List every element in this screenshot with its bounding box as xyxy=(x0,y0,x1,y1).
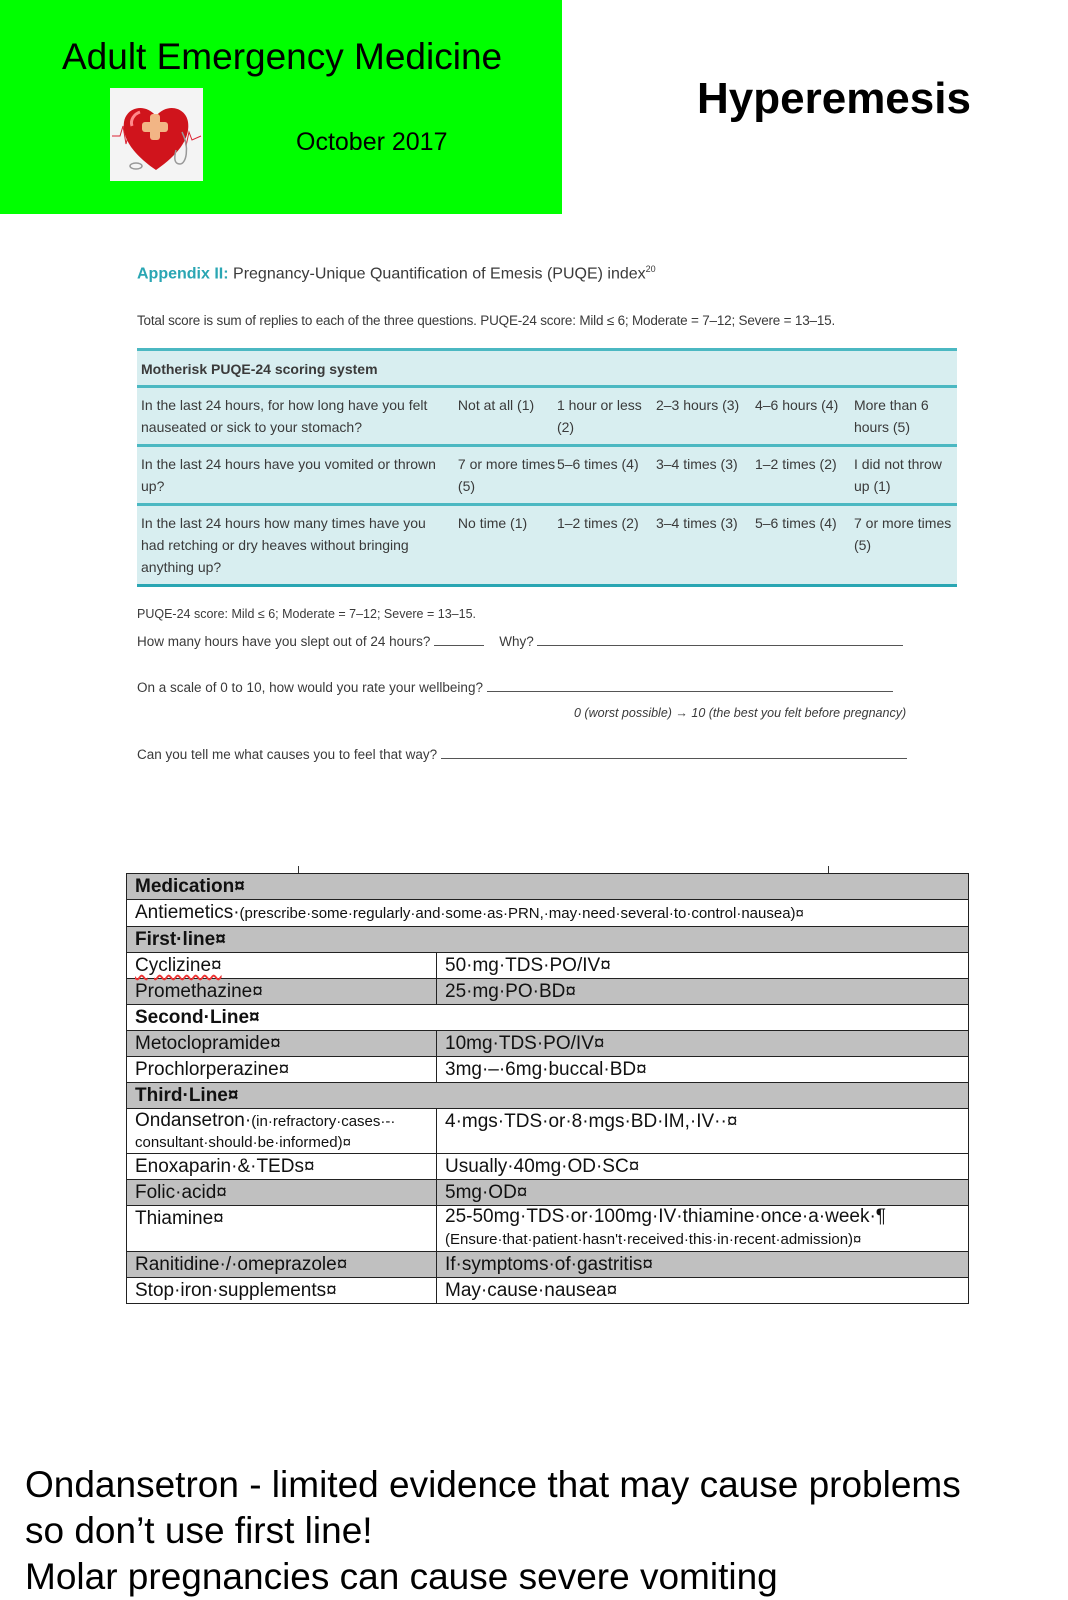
page-title: Hyperemesis xyxy=(697,74,971,123)
table-row: Cyclizine¤ 50·mg·TDS·PO/IV¤ xyxy=(127,953,969,979)
puqe-row-nausea: In the last 24 hours, for how long have you felt nauseated or sick to your stomach? Not at all (1) 1 hour or less (2) 2–3 hours (3) 4–6 hours (4) More than 6 hours (5) xyxy=(137,388,957,447)
table-row: Prochlorperazine¤ 3mg·–·6mg·buccal·BD¤ xyxy=(127,1057,969,1083)
cause-question-line: Can you tell me what causes you to feel that way? xyxy=(137,745,907,762)
table-row: Metoclopramide¤ 10mg·TDS·PO/IV¤ xyxy=(127,1031,969,1057)
wellbeing-question-line: On a scale of 0 to 10, how would you rate your wellbeing? xyxy=(137,678,893,695)
note-first-line: so don’t use first line! xyxy=(25,1510,373,1551)
table-row: Ranitidine·/·omeprazole¤ If·symptoms·of·gastritis¤ xyxy=(127,1252,969,1278)
puqe-scoring-table xyxy=(137,348,957,587)
publication-date: October 2017 xyxy=(296,128,448,156)
third-line-heading: Third·Line¤ xyxy=(127,1083,969,1109)
total-score-note: Total score is sum of replies to each of the three questions. PUQE-24 score: Mild ≤ 6; Moderate = 7–12; Severe = 13–15. xyxy=(137,313,835,328)
table-divider xyxy=(828,866,829,873)
note-ondansetron: Ondansetron - limited evidence that may cause problems xyxy=(25,1464,961,1505)
department-title: Adult Emergency Medicine xyxy=(62,36,503,77)
cause-field[interactable] xyxy=(441,745,907,759)
wellbeing-field[interactable] xyxy=(487,678,893,692)
table-row: Folic·acid¤ 5mg·OD¤ xyxy=(127,1180,969,1206)
heart-plaster-stethoscope-icon xyxy=(110,88,203,181)
puqe-row-retching: In the last 24 hours how many times have you had retching or dry heaves without bringing anything up? No time (1) 1–2 times (2) 3–4 times (3) 5–6 times (4) 7 or more times (5) xyxy=(137,506,957,587)
table-row: Thiamine¤ 25-50mg·TDS·or·100mg·IV·thiamine·once·a·week·¶ (Ensure·that·patient·hasn't·received·this·in·recent·admission)¤ xyxy=(127,1206,969,1252)
table-row: Ondansetron·(in·refractory·cases·-· consultant·should·be·informed)¤ 4·mgs·TDS·or·8·mgs·BD·IM,·IV··¤ xyxy=(127,1109,969,1154)
table-row: Stop·iron·supplements¤ May·cause·nausea¤ xyxy=(127,1278,969,1304)
header-banner xyxy=(0,0,562,214)
medication-table xyxy=(126,873,969,1304)
table-divider xyxy=(298,866,299,873)
wellbeing-scale-hint: 0 (worst possible) → 10 (the best you felt before pregnancy) xyxy=(574,706,907,720)
sleep-question-line: How many hours have you slept out of 24 hours? Why? xyxy=(137,632,903,649)
note-molar-pregnancy: Molar pregnancies can cause severe vomiting xyxy=(25,1556,778,1597)
puqe-table-title: Motherisk PUQE-24 scoring system xyxy=(137,351,957,388)
table-row: Promethazine¤ 25·mg·PO·BD¤ xyxy=(127,979,969,1005)
second-line-heading: Second·Line¤ xyxy=(127,1005,969,1031)
clinical-notes xyxy=(25,1462,961,1600)
first-line-heading: First·line¤ xyxy=(127,927,969,953)
table-header-row: Medication¤ xyxy=(127,874,969,900)
appendix-title: Appendix II: Pregnancy-Unique Quantification of Emesis (PUQE) index$^{20}$ xyxy=(137,264,656,283)
antiemetics-row: Antiemetics·(prescribe·some·regularly·and·some·as·PRN,·may·need·several·to·control·nausea)¤ xyxy=(127,900,969,927)
puqe-row-vomiting: In the last 24 hours have you vomited or thrown up? 7 or more times (5) 5–6 times (4) 3–4 times (3) 1–2 times (2) I did not throw up (1) xyxy=(137,447,957,506)
sleep-hours-field[interactable] xyxy=(434,632,484,646)
why-field[interactable] xyxy=(537,632,903,646)
table-row: Enoxaparin·&·TEDs¤ Usually·40mg·OD·SC¤ xyxy=(127,1154,969,1180)
score-legend: PUQE-24 score: Mild ≤ 6; Moderate = 7–12; Severe = 13–15. xyxy=(137,607,476,621)
